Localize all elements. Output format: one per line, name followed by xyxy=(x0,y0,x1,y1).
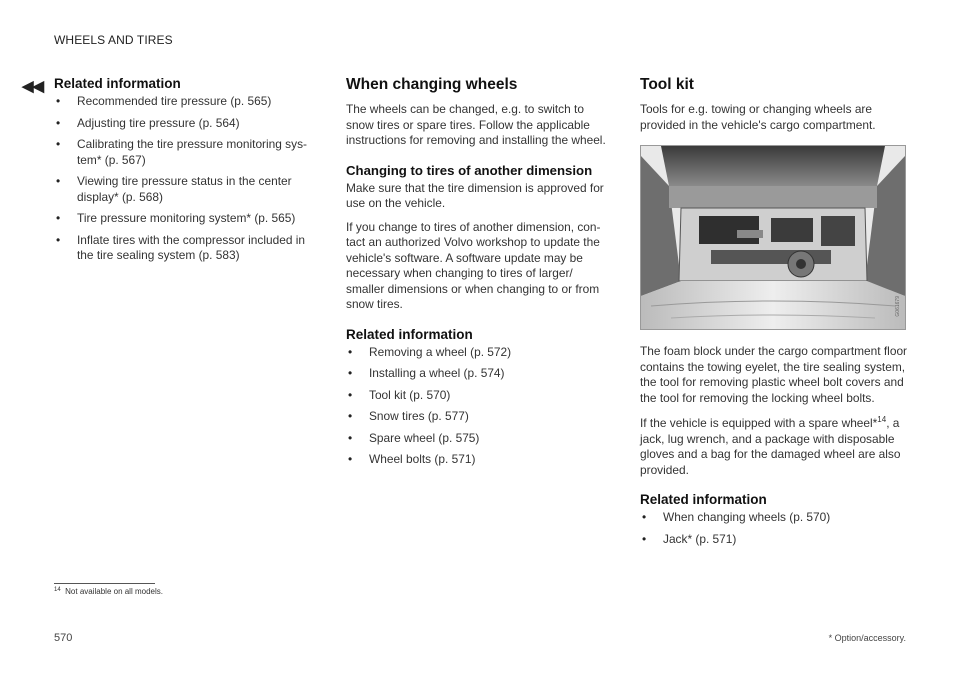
section-header: WHEELS AND TIRES xyxy=(54,33,173,47)
related-link[interactable]: • Removing a wheel (p. 572) xyxy=(346,345,612,361)
section-title: Tool kit xyxy=(640,76,694,93)
related-link[interactable]: • Tire pressure monitoring system* (p. 565) xyxy=(54,211,316,227)
paragraph-spare-wheel xyxy=(640,416,908,478)
related-info-heading: Related information xyxy=(346,326,473,342)
footnote-number: 14 xyxy=(54,587,61,593)
cargo-compartment-illustration xyxy=(640,145,906,330)
paragraph: If you change to tires of another dimension, con-tact an authorized Volvo workshop to update the vehicle's software. A software update may be necessary when changing to tires of larger/ smaller dimensions or when changing to or from snow tires. xyxy=(346,219,601,311)
continued-marker: ◀◀ xyxy=(22,78,44,95)
column-changing-wheels xyxy=(346,76,612,474)
related-link[interactable]: • Snow tires (p. 577) xyxy=(346,409,612,425)
cargo-illustration-svg xyxy=(641,146,905,329)
related-info-heading: Related information xyxy=(640,492,767,507)
intro-paragraph: Tools for e.g. towing or changing wheels are provided in the vehicle's cargo compartment. xyxy=(640,102,876,132)
column-related-info xyxy=(54,76,316,270)
related-link[interactable]: • When changing wheels (p. 570) xyxy=(640,510,908,526)
paragraph-text: If the vehicle is equipped with a spare wheel* xyxy=(640,416,878,430)
related-link[interactable]: • Tool kit (p. 570) xyxy=(346,388,612,404)
intro-paragraph: The wheels can be changed, e.g. to switch to snow tires or spare tires. Follow the applicable instructions for removing and installing the wheel. xyxy=(346,102,606,147)
page-number: 570 xyxy=(54,632,73,644)
paragraph: Make sure that the tire dimension is approved for use on the vehicle. xyxy=(346,180,604,210)
related-link[interactable]: • Recommended tire pressure (p. 565) xyxy=(54,94,316,110)
related-info-list xyxy=(640,510,908,547)
related-link[interactable]: • Wheel bolts (p. 571) xyxy=(346,452,612,468)
paragraph-text: , a jack, lug wrench, and a package with disposable gloves and a bag for the damaged wheel are also provided. xyxy=(640,416,901,477)
related-link[interactable]: • Spare wheel (p. 575) xyxy=(346,431,612,447)
related-link[interactable]: • Installing a wheel (p. 574) xyxy=(346,366,612,382)
related-link[interactable]: • Viewing tire pressure status in the center display* (p. 568) xyxy=(54,174,316,205)
related-link[interactable]: • Adjusting tire pressure (p. 564) xyxy=(54,116,316,132)
footnote xyxy=(54,587,163,596)
related-info-list xyxy=(346,345,612,468)
section-title: When changing wheels xyxy=(346,76,518,93)
related-link[interactable]: • Jack* (p. 571) xyxy=(640,532,908,548)
related-info-list xyxy=(54,94,316,264)
column-tool-kit xyxy=(640,76,908,553)
figure-code: G061679 xyxy=(895,296,901,317)
option-note: * Option/accessory. xyxy=(828,633,906,643)
subheading: Changing to tires of another dimension xyxy=(346,162,593,178)
footnote-divider xyxy=(54,583,155,584)
footnote-ref[interactable]: 14 xyxy=(877,415,887,424)
footnote-text: Not available on all models. xyxy=(65,587,163,596)
related-link[interactable]: • Inflate tires with the compressor included in the tire sealing system (p. 583) xyxy=(54,233,316,264)
paragraph: The foam block under the cargo compartment floor contains the towing eyelet, the tire sealing system, the tool for removing plastic wheel bolt covers and the tool for removing the locking wheel bolts. xyxy=(640,344,908,405)
related-info-heading: Related information xyxy=(54,76,181,91)
related-link[interactable]: • Calibrating the tire pressure monitoring sys-tem* (p. 567) xyxy=(54,137,316,168)
